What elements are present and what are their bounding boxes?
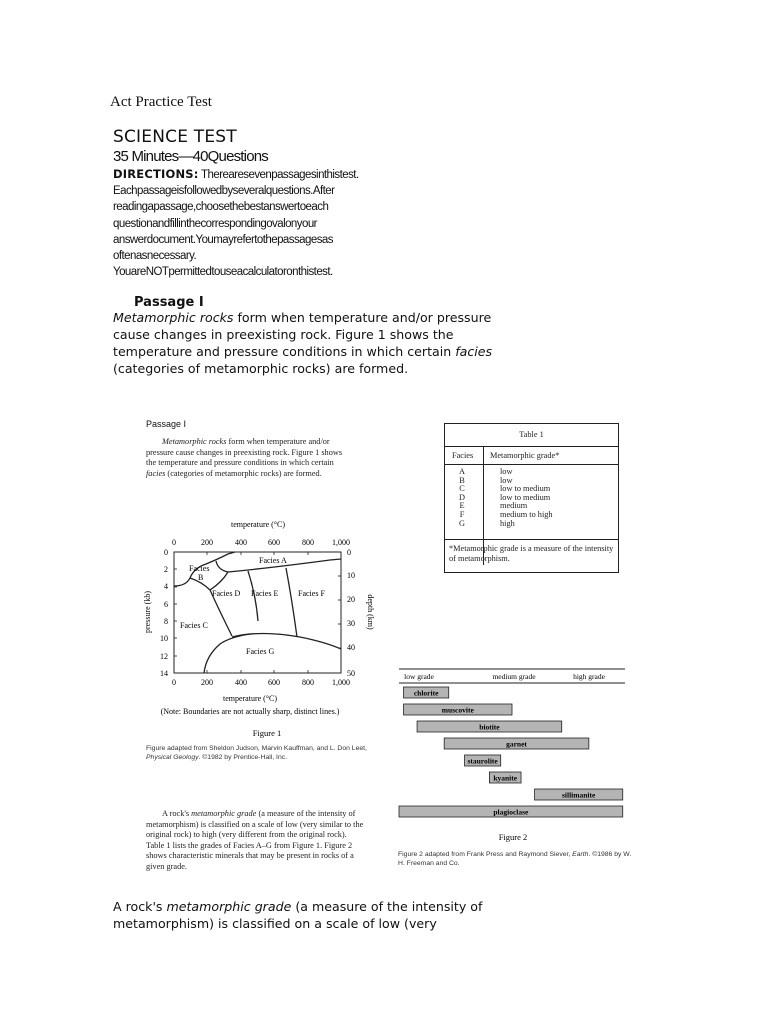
table-cell: G [459,518,465,528]
scan-text: form when temperature and/or pressure cause changes in preexisting rock. Figure 1 shows the temperature and pressure conditions in which certain [146,437,343,467]
tick-label: 0 [164,548,168,557]
document-title: Act Practice Test [110,94,212,110]
paragraph-term: metamorphic grade [166,899,292,914]
figure-2-caption [398,851,634,868]
directions-line: Eachpassageisfollowedbyseveralquestions.After [113,185,335,198]
table-cell: low to medium [500,492,551,502]
facies-label: Facies G [246,647,275,656]
tick-label: 600 [268,678,280,687]
tick-label: 30 [347,619,355,628]
mineral-label-muscovite: muscovite [441,705,474,715]
facies-label: Facies F [298,589,325,598]
rock-grade-paragraph [113,898,493,932]
paragraph-text: (a measure of the intensity of metamorphism) is classified on a scale of low (very [113,899,483,931]
passage-heading: Passage I [134,295,204,310]
tick-label: 6 [164,600,168,609]
tick-label: 800 [302,538,314,547]
mineral-label-chlorite: chlorite [413,688,439,698]
table-cell: low to medium [500,484,551,494]
table-rule [445,539,618,540]
mineral-label-staurolite: staurolite [467,756,498,766]
directions-line: Therearesevenpassagesinthistest. [201,169,359,181]
mineral-label-biotite: biotite [479,722,500,732]
tick-label: 14 [160,669,168,678]
table-rule [445,464,618,465]
scan-text: (categories of metamorphic rocks) are formed. [165,468,322,478]
tick-label: 20 [347,595,355,604]
figure-2-label: Figure 2 [498,832,528,842]
grade-label: low grade [404,672,434,681]
directions-line: readingapassage,choosethebestanswertoeach [113,201,329,214]
boundary-line [210,572,232,636]
table-title: Table 1 [519,430,544,439]
scan-text: (a measure of the intensity of metamorphism) is classified on a scale of low (very similar to the original rock) to high (very different from the original rock). Table 1 lists the grades of Facies A–G from Figure 1. Figure 2 shows characteristic minerals that may be present in rocks of a given grade. [146,809,364,871]
tick-label: 2 [164,565,168,574]
scan-passage-heading: Passage I [146,419,187,429]
directions-line: YouareNOTpermittedtouseacalculatoronthistest. [113,266,333,279]
table-footnote: *Metamorphic grade is a measure of the intensity of metamorphism. [449,544,614,563]
figure-2-mineral-chart [396,666,630,846]
mineral-label-garnet: garnet [506,739,527,749]
top-axis-label: temperature (°C) [230,520,286,529]
tick-label: 4 [164,582,168,591]
tick-label: 800 [302,678,314,687]
caption-book-title: Earth [572,851,589,858]
tick-label: 10 [160,634,168,643]
tick-label: 1,000 [332,678,350,687]
directions-label: DIRECTIONS: [113,167,199,181]
tick-label: 10 [347,571,355,580]
scan-rock-paragraph [146,809,366,872]
table-facies-column [459,468,465,528]
scan-term: facies [146,468,166,478]
passage-paragraph [113,309,513,377]
table-header-grade: Metamorphic grade* [490,451,560,460]
facies-label: Facies A [259,556,287,565]
tick-label: 600 [268,538,280,547]
directions-line: questionandfillinthecorrespondingovalonyour [113,217,317,230]
scan-term: metamorphic grade [191,809,257,818]
tick-label: 200 [201,538,213,547]
top-temp-ticks [172,538,350,547]
bottom-temp-ticks [172,678,350,687]
scan-passage-paragraph [146,437,351,479]
mineral-bars [399,687,623,817]
passage-text: (categories of metamorphic rocks) are formed. [113,361,409,376]
mineral-label-kyanite: kyanite [493,773,518,783]
caption-text: Figure adapted from Sheldon Judson, Marvin Kauffman, and L. Don Leet, [146,745,367,752]
figure-1-label: Figure 1 [252,728,282,738]
test-title: SCIENCE TEST [113,127,237,147]
passage-term: facies [455,344,493,359]
caption-text: . ©1986 by W. H. Freeman and Co. [398,851,632,867]
directions-line: answerdocument.Youmayrefertothepassagesas [113,233,333,246]
facies-labels [180,556,325,656]
table-cell: F [459,509,465,519]
tick-label: 200 [201,678,213,687]
table-cell: C [459,484,465,494]
table-cell: A [459,467,465,476]
facies-label: Facies E [251,589,279,598]
facies-label: Facies [189,564,210,573]
passage-text: form when temperature and/or pressure cause changes in preexisting rock. Figure 1 shows the temperature and pressure conditions in which certain [113,310,492,359]
scan-text: A rock's [162,809,192,818]
boundary-line [286,568,297,637]
tick-label: 0 [172,538,176,547]
grade-label: high grade [573,672,605,681]
facies-label: Facies D [212,589,241,598]
facies-label: B [198,573,204,582]
table-grade-column [500,468,553,528]
table-cell: low [500,475,513,485]
tick-label: 40 [347,643,355,652]
scan-term: Metamorphic rocks [162,437,227,446]
figure-1-facies-diagram [140,516,375,742]
table-rule [445,446,618,447]
left-axis-label: pressure (kb) [143,591,152,633]
directions-block [113,166,413,280]
caption-book-title: Physical Geology [146,753,199,761]
pressure-ticks [160,548,168,678]
directions-line: oftenasnecessary. [113,250,197,263]
table-cell: B [459,475,465,485]
table-cell: D [459,492,465,502]
caption-text: Figure 2 adapted from Frank Press and Raymond Siever, [398,851,573,858]
mineral-label-sillimanite: sillimanite [561,790,596,800]
paragraph-text: A rock's [113,899,167,914]
tick-label: 8 [164,617,168,626]
tick-label: 400 [235,538,247,547]
facies-label: Facies C [180,621,208,630]
tick-label: 1,000 [332,538,350,547]
test-subtitle: 35 Minutes—40Questions [113,148,268,165]
caption-text: . ©1982 by Prentice-Hall, Inc. [198,753,288,761]
grade-label: medium grade [492,672,536,681]
tick-label: 0 [347,548,351,557]
table-cell: high [500,518,515,528]
table-cell: low [500,467,513,476]
tick-label: 50 [347,669,355,678]
table-1 [444,423,619,573]
grade-scale-labels [404,672,605,681]
table-header-facies: Facies [452,451,474,460]
figure-note: (Note: Boundaries are not actually sharp, distinct lines.) [160,707,340,716]
table-cell: E [459,501,465,511]
passage-term: Metamorphic rocks [113,310,234,325]
boundary-line [204,634,250,673]
tick-label: 400 [235,678,247,687]
mineral-label-plagioclase: plagioclase [493,807,529,817]
figure-1-caption [146,745,378,762]
tick-label: 12 [160,652,168,661]
right-axis-label: depth (km) [366,594,375,630]
tick-label: 0 [172,678,176,687]
table-cell: medium to high [500,509,553,519]
table-cell: medium [500,501,528,511]
bottom-axis-label: temperature (°C) [222,694,278,703]
depth-ticks [347,548,355,678]
